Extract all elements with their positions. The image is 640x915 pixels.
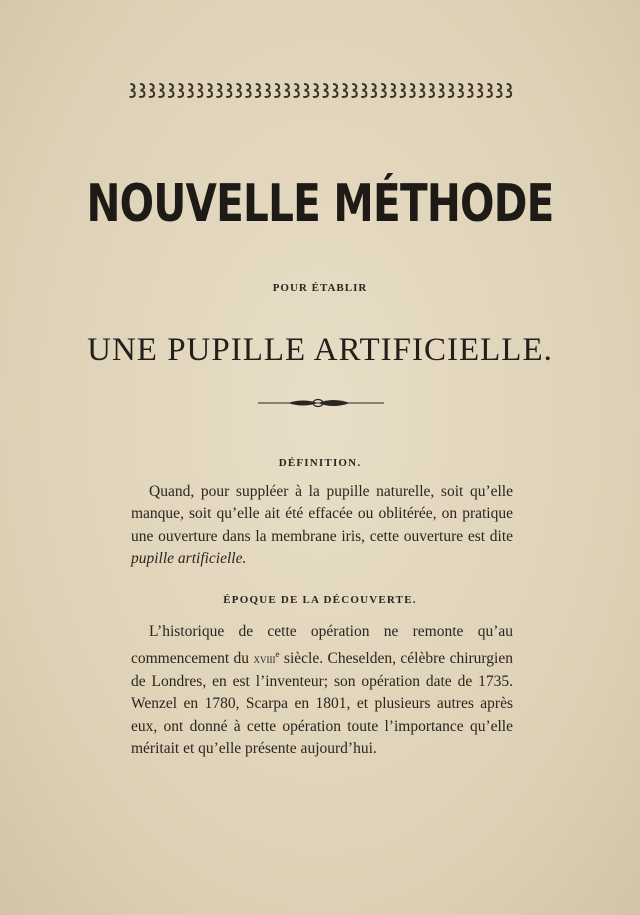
ornament-glyph: [235, 83, 242, 98]
ornamental-border: [128, 80, 514, 100]
ornament-glyph: [496, 83, 503, 98]
ornament-glyph: [255, 83, 262, 98]
ornament-glyph: [361, 83, 368, 98]
ornament-glyph: [400, 83, 407, 98]
definition-paragraph: [131, 481, 513, 571]
second-title: UNE PUPILLE ARTIFICIELLE.: [87, 332, 553, 368]
ornament-glyph: [264, 83, 271, 98]
ornament-glyph: [129, 83, 136, 98]
ornament-glyph: [332, 83, 339, 98]
ornament-glyph: [293, 83, 300, 98]
decorative-rule: [258, 397, 384, 409]
ornament-glyph: [390, 83, 397, 98]
ornament-glyph: [409, 83, 416, 98]
subtitle: POUR ÉTABLIR: [272, 282, 368, 294]
century-numeral: xviii: [253, 651, 276, 667]
century-superscript: e: [275, 649, 280, 660]
ornament-glyph: [158, 83, 165, 98]
main-title: NOUVELLE MÉTHODE: [86, 174, 554, 234]
ornament-glyph: [351, 83, 358, 98]
ornament-glyph: [178, 83, 185, 98]
ornament-glyph: [486, 83, 493, 98]
definition-italic-term: pupille artificielle.: [131, 550, 247, 568]
history-text-start: L’historique de cette opération ne remonte qu’au commencement du: [131, 623, 513, 668]
ornament-glyph: [245, 83, 252, 98]
ornament-glyph: [322, 83, 329, 98]
ornament-glyph: [506, 83, 513, 98]
history-text-end: siècle. Cheselden, célèbre chirurgien de Londres, en est l’inventeur; son opération date de 1735. Wenzel en 1780, Scarpa en 1801, et plusieurs autres après eux, ont donné à cette opération toute l’importance qu’elle méritait et qu’elle présente aujourd’hui.: [131, 650, 513, 758]
history-paragraph: [131, 621, 513, 761]
ornament-glyph: [197, 83, 204, 98]
ornament-glyph: [371, 83, 378, 98]
ornament-glyph: [187, 83, 194, 98]
ornament-glyph: [467, 83, 474, 98]
ornament-glyph: [274, 83, 281, 98]
ornament-glyph: [149, 83, 156, 98]
ornament-glyph: [477, 83, 484, 98]
ornament-glyph: [207, 83, 214, 98]
ornament-glyph: [168, 83, 175, 98]
ornament-glyph: [216, 83, 223, 98]
ornament-glyph: [342, 83, 349, 98]
section-heading-definition: DÉFINITION.: [278, 457, 362, 469]
ornament-glyph: [448, 83, 455, 98]
ornament-glyph: [226, 83, 233, 98]
ornament-glyph: [139, 83, 146, 98]
ornament-glyph: [457, 83, 464, 98]
ornament-glyph: [313, 83, 320, 98]
ornament-glyph: [438, 83, 445, 98]
ornament-glyph: [419, 83, 426, 98]
definition-text: Quand, pour suppléer à la pupille naturelle, soit qu’elle manque, soit qu’elle ait été effacée ou oblitérée, on pratique une ouverture dans la membrane iris, cette ouverture est dite: [131, 483, 513, 545]
section-heading-epoch: ÉPOQUE DE LA DÉCOUVERTE.: [223, 594, 417, 606]
ornament-glyph: [284, 83, 291, 98]
ornament-glyph: [428, 83, 435, 98]
ornament-glyph: [380, 83, 387, 98]
ornament-glyph: [303, 83, 310, 98]
